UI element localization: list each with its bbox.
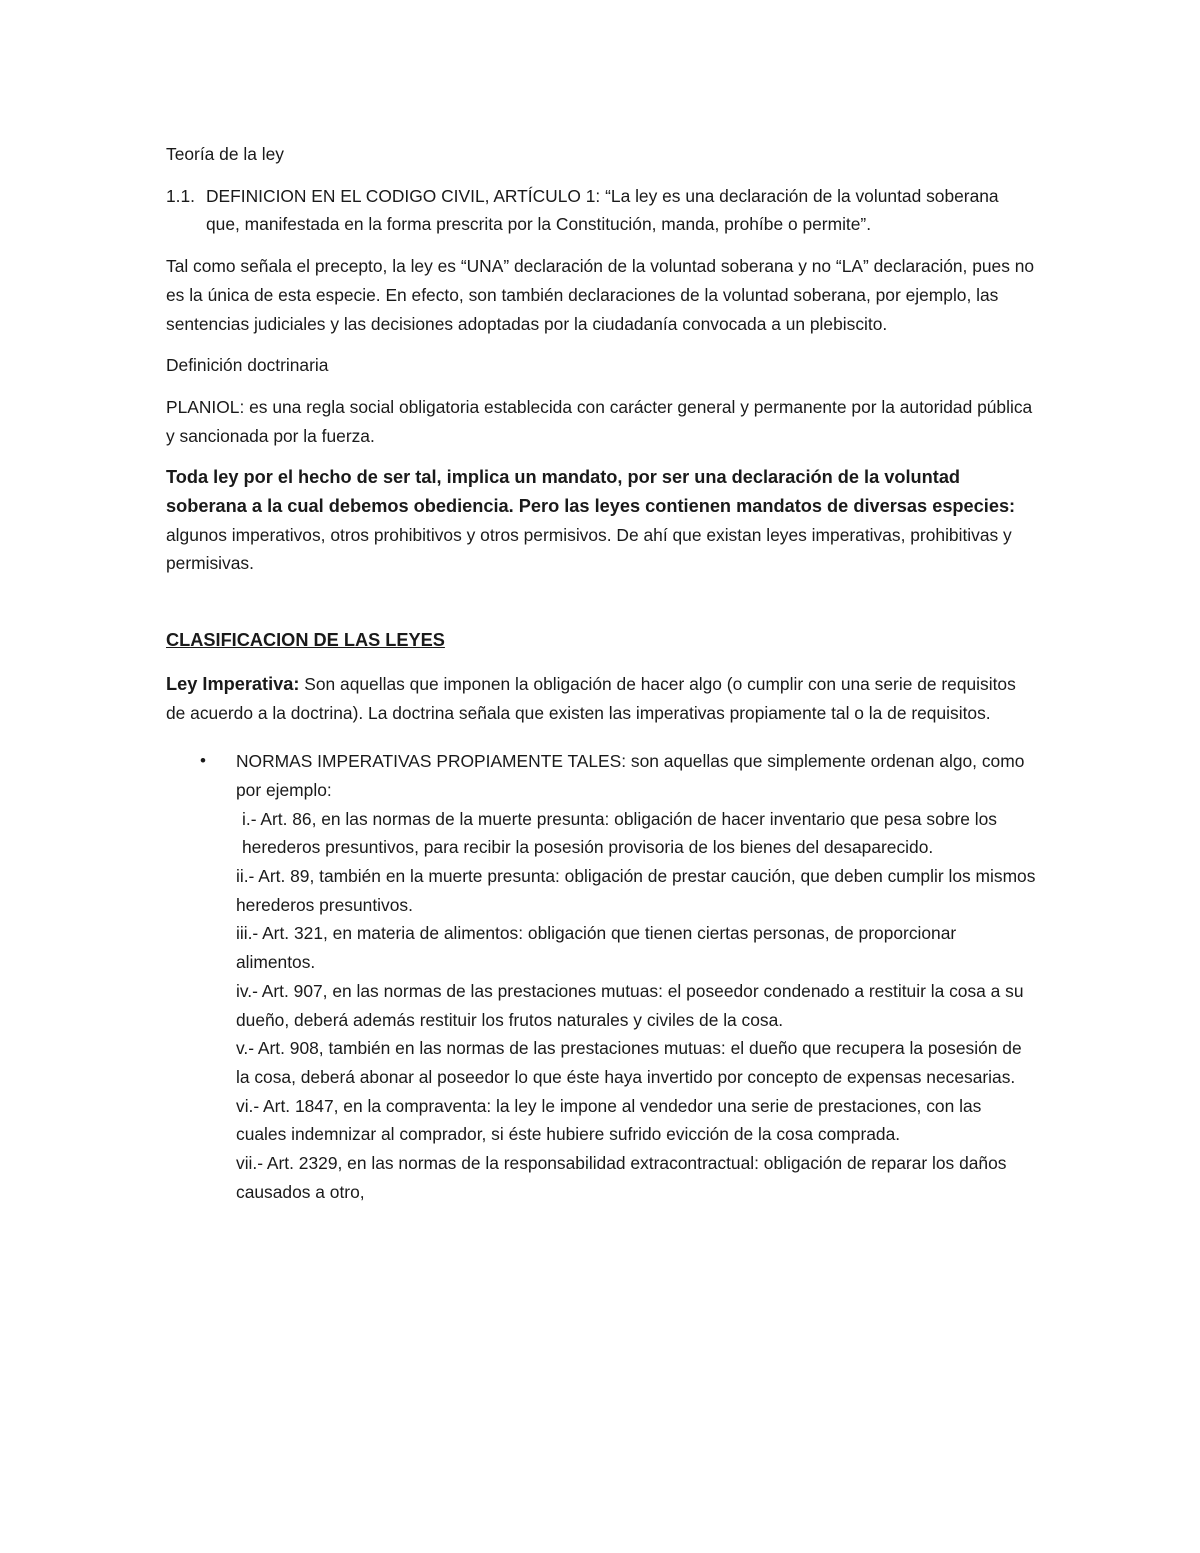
bullet-intro: NORMAS IMPERATIVAS PROPIAMENTE TALES: son aquellas que simplemente ordenan algo, como por ejemplo: — [236, 751, 1025, 800]
example-item: i.- Art. 86, en las normas de la muerte presunta: obligación de hacer inventario que pesa sobre los herederos presuntivos, para recibir la posesión provisoria de los bienes del desaparecido. — [242, 808, 997, 858]
example-item: vi.- Art. 1847, en la compraventa: la ley le impone al vendedor una serie de prestaciones, con las cuales indemnizar al comprador, si éste hubiere sufrido evicción de la cosa comprada. — [236, 1095, 982, 1145]
mandate-bold-text: Toda ley por el hecho de ser tal, implica un mandato, por ser una declaración de la voluntad soberana a la cual debemos obediencia. Pero las leyes contienen mandatos de diversas especies: — [166, 467, 1016, 517]
imperative-text: Son aquellas que imponen la obligación de hacer algo (o cumplir con una serie de requisitos de acuerdo a la doctrina). La doctrina señala que existen las imperativas propiamente tal o la de requisitos. — [166, 673, 1016, 723]
definition-number: 1.1. — [166, 185, 196, 206]
planiol-paragraph: PLANIOL: es una regla social obligatoria establecida con carácter general y permanente por la autoridad pública y sancionada por la fuerza. — [166, 396, 1033, 446]
bullet-icon: • — [200, 751, 206, 771]
document-body — [166, 140, 1036, 1207]
example-item: vii.- Art. 2329, en las normas de la responsabilidad extracontractual: obligación de reparar los daños causados a otro, — [236, 1153, 1007, 1202]
doctrinal-heading: Definición doctrinaria — [166, 355, 329, 376]
example-item: iv.- Art. 907, en las normas de las prestaciones mutuas: el poseedor condenado a restituir la cosa a su dueño, deberá además restituir los frutos naturales y civiles de la cosa. — [236, 980, 1024, 1030]
mandate-rest-text: algunos imperativos, otros prohibitivos y otros permisivos. De ahí que existan leyes imperativas, prohibitivas y permisivas. — [166, 524, 1012, 574]
imperative-norms-list — [166, 747, 1036, 1206]
example-item: ii.- Art. 89, también en la muerte presunta: obligación de prestar caución, que deben cumplir los mismos herederos presuntivos. — [236, 866, 1036, 915]
mandate-paragraph — [166, 463, 1036, 578]
classification-heading: CLASIFICACION DE LAS LEYES — [166, 630, 445, 651]
example-item: iii.- Art. 321, en materia de alimentos: obligación que tienen ciertas personas, de proporcionar alimentos. — [236, 923, 957, 973]
list-item — [166, 747, 1036, 1206]
definition-text: DEFINICION EN EL CODIGO CIVIL, ARTÍCULO 1: “La ley es una declaración de la voluntad soberana que, manifestada en la forma prescrita por la Constitución, manda, prohíbe o permite”. — [206, 185, 999, 235]
imperative-label: Ley Imperativa: — [166, 673, 300, 694]
document-title: Teoría de la ley — [166, 144, 284, 164]
precept-paragraph: Tal como señala el precepto, la ley es “UNA” declaración de la voluntad soberana y no “LA” declaración, pues no es la única de esta especie. En efecto, son también declaraciones de la voluntad soberana, por ejemplo, las sentencias judiciales y las decisiones adoptadas por la ciudadanía convocada a un plebiscito. — [166, 256, 1035, 334]
imperative-paragraph — [166, 670, 1036, 727]
example-item: v.- Art. 908, también en las normas de las prestaciones mutuas: el dueño que recupera la posesión de la cosa, deberá abonar al poseedor lo que éste haya invertido por concepto de expensas necesarias. — [236, 1038, 1022, 1087]
definition-item — [166, 182, 1036, 239]
